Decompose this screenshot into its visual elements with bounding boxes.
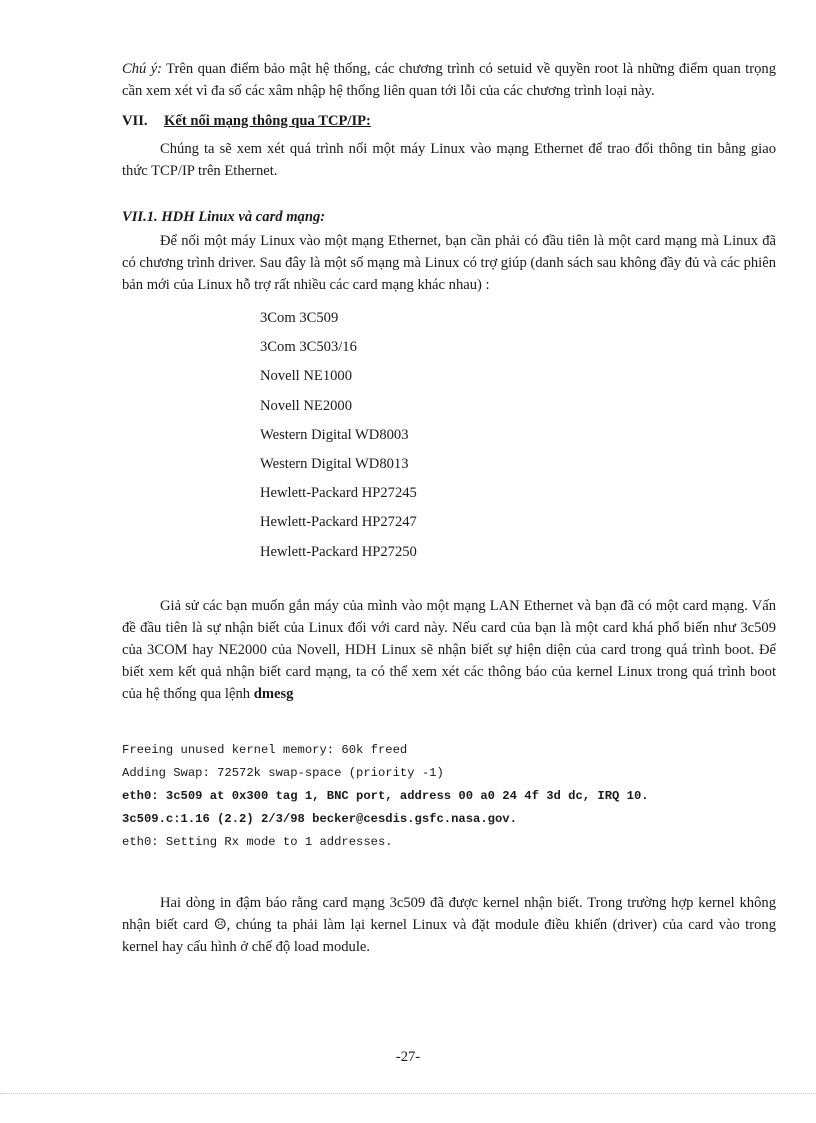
kernel-log-block [122,739,776,854]
note-label: Chú ý: [122,61,163,77]
dmesg-command: dmesg [253,685,294,702]
section-intro: Chúng ta sẽ xem xét quá trình nối một máy Linux vào mạng Ethernet để trao đổi thông tin bằng giao thức TCP/IP trên Ethernet. [122,141,776,179]
paragraph-before-code-text: Giả sử các bạn muốn gắn máy của mình vào một mạng LAN Ethernet và bạn đã có một card mạng. Vấn đề đầu tiên là sự nhận biết của Linux đối với card này. Nếu card của bạn là một card khá phổ biến như 3c509 của 3COM hay NE2000 của Novell, HDH Linux sẽ nhận biết sự hiện diện của card trong quá trình boot. Để biết xem kết quả nhận biết card mạng, ta có thể xem xét các thông báo của kernel Linux trong quá trình boot của hệ thống qua lệnh [122,597,776,702]
page-number: -27- [395,1049,421,1065]
section-number: VII. [122,113,148,129]
list-item: Hewlett-Packard HP27245 [260,485,417,502]
code-line: Freeing unused kernel memory: 60k freed [122,742,408,757]
list-item: Novell NE2000 [260,397,353,414]
list-item: Western Digital WD8003 [260,426,409,443]
code-line: eth0: 3c509 at 0x300 tag 1, BNC port, address 00 a0 24 4f 3d dc, IRQ 10. [122,788,649,803]
list-item: 3Com 3C509 [260,310,339,326]
subsection-intro: Để nối một máy Linux vào một mạng Ethernet, bạn cần phải có đầu tiên là một card mạng mà Linux đã có chương trình driver. Sau đây là một số mạng mà Linux có trợ giúp (danh sách sau không đầy đủ và các phiên bản mới của Linux hỗ trợ rất nhiều các card mạng khác nhau) : [122,233,776,293]
note-text: Trên quan điểm bảo mật hệ thống, các chương trình có setuid về quyền root là những điểm quan trọng cần xem xét vì đa số các xâm nhập hệ thống liên quan tới lỗi của các chương trình loại này. [122,61,776,99]
list-item: Western Digital WD8013 [260,456,409,473]
list-item: Novell NE1000 [260,368,353,385]
paragraph-before-code [122,595,776,705]
network-card-list [122,304,776,567]
subsection-heading: VII.1. HDH Linux và card mạng: [122,209,326,225]
list-item: Hewlett-Packard HP27247 [260,514,417,531]
note-paragraph [122,58,776,102]
paragraph-after-code: Hai dòng in đậm báo rằng card mạng 3c509 đã được kernel nhận biết. Trong trường hợp kernel không nhận biết card ☹, chúng ta phải làm lại kernel Linux và đặt module điều khiển (driver) của card vào trong kernel hay cấu hình ở chế độ load module. [122,894,776,955]
document-page [122,58,776,958]
section-heading [122,110,776,132]
code-line: eth0: Setting Rx mode to 1 addresses. [122,834,393,849]
list-item: 3Com 3C503/16 [260,339,357,356]
code-line: Adding Swap: 72572k swap-space (priority -1) [122,765,444,780]
section-title: Kết nối mạng thông qua TCP/IP: [164,113,371,129]
footer-divider [0,1093,816,1094]
list-item: Hewlett-Packard HP27250 [260,543,417,560]
code-line: 3c509.c:1.16 (2.2) 2/3/98 becker@cesdis.gsfc.nasa.gov. [122,811,517,826]
